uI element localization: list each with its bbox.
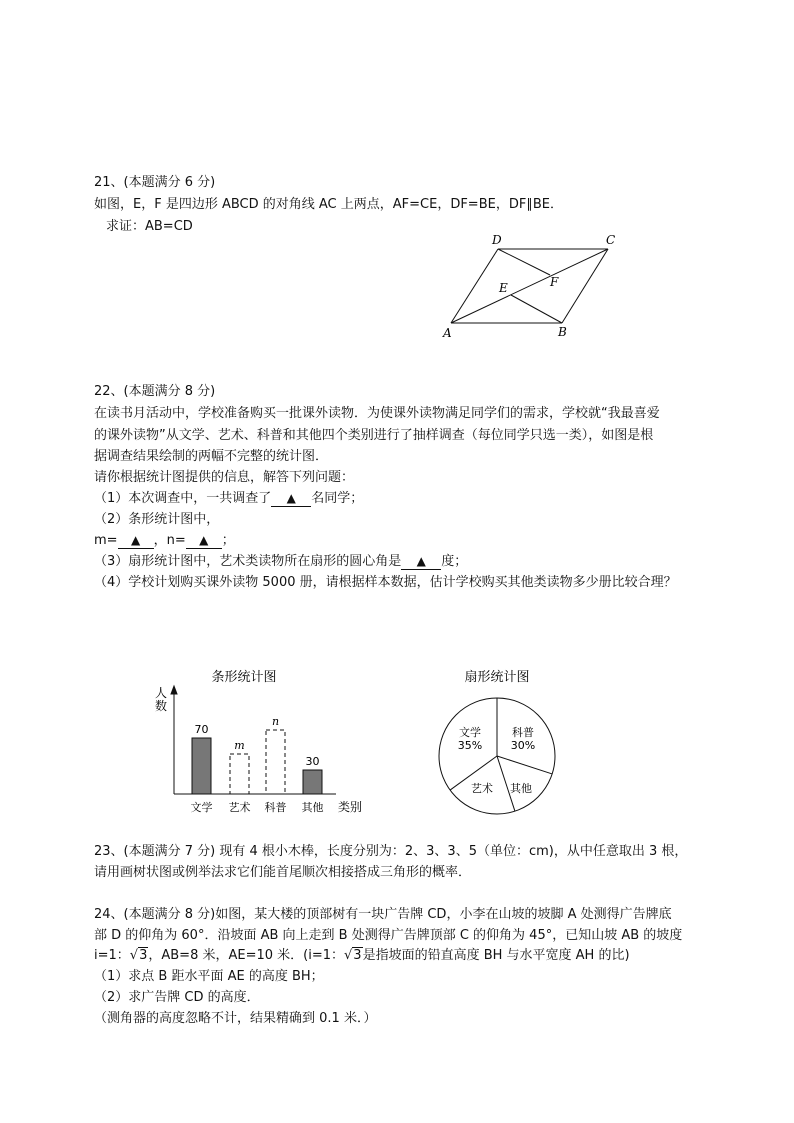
- q21-header: 21、(本题满分 6 分): [94, 175, 216, 190]
- bar-科普: [266, 730, 285, 794]
- bar-value-label: n: [271, 715, 280, 728]
- q22-para-2: 的课外读物”从文学、艺术、科普和其他四个类别进行了抽样调查（每位同学只选一类），如图是根: [94, 428, 654, 443]
- bar-chart-title: 条形统计图: [211, 670, 277, 685]
- pie-slice-label: 科普: [512, 726, 534, 739]
- q24-note: （测角器的高度忽略不计，结果精确到 0.1 米．）: [94, 1011, 377, 1026]
- answer-blank-angle: ▲: [401, 554, 441, 570]
- label-D: D: [492, 233, 502, 247]
- bar-艺术: [230, 754, 249, 794]
- label-B: B: [558, 325, 567, 339]
- bar-category-label: 其他: [301, 801, 324, 814]
- sqrt-symbol: √: [129, 948, 139, 963]
- bar-value-label: 70: [194, 723, 209, 736]
- q22-part-3: （3）扇形统计图中，艺术类读物所在扇形的圆心角是 ▲ 度；: [94, 554, 468, 569]
- q22-header: 22、(本题满分 8 分): [94, 384, 216, 399]
- bar-chart-xlabel: 类别: [337, 800, 363, 814]
- bar-value-label: m: [234, 739, 245, 752]
- q24-part-2: （2）求广告牌 CD 的高度．: [94, 990, 260, 1005]
- q24-part-1: （1）求点 B 距水平面 AE 的高度 BH；: [94, 969, 324, 984]
- q22-para-3: 据调查结果绘制的两幅不完整的统计图．: [94, 449, 329, 464]
- pie-slice-percent: 30%: [510, 739, 536, 752]
- label-F: F: [550, 275, 559, 289]
- q22-part-2: （2）条形统计图中，: [94, 512, 220, 527]
- sqrt-symbol: √: [344, 948, 353, 963]
- q24-line-1: 24、(本题满分 8 分)如图，某大楼的顶部树有一块广告牌 CD，小李在山坡的坡脚 A 处测得广告牌底: [94, 907, 672, 922]
- bar-chart: [140, 664, 380, 822]
- bar-文学: [192, 738, 211, 794]
- q22-part-4: （4）学校计划购买课外读物 5000 册，请根据样本数据，估计学校购买其他类读物多少册比较合理？: [94, 575, 677, 590]
- pie-slice-label: 其他: [510, 782, 532, 795]
- q22-part-1: （1）本次调查中，一共调查了 ▲ 名同学；: [94, 491, 364, 506]
- q24-line-2: 部 D 的仰角为 60°．沿坡面 AB 向上走到 B 处测得广告牌顶部 C 的仰角为 45°，已知山坡 AB 的坡度: [94, 928, 683, 943]
- pie-slice-label: 艺术: [471, 782, 493, 795]
- answer-blank-n: ▲: [186, 533, 222, 549]
- quadrilateral-figure: [436, 232, 626, 344]
- bar-chart-ylabel: 人数: [154, 686, 168, 713]
- label-C: C: [606, 233, 616, 247]
- pie-slice-label: 文学: [459, 726, 481, 739]
- pie-slice-edge: [497, 756, 552, 774]
- answer-blank-m: ▲: [118, 533, 154, 549]
- bar-value-label: 30: [305, 755, 320, 768]
- q23-line-1: 23、(本题满分 7 分) 现有 4 根小木棒，长度分别为：2、3、3、5（单位：cm)，从中任意取出 3 根，: [94, 844, 688, 859]
- pie-slice-percent: 35%: [457, 739, 483, 752]
- q21-prove: 求证：AB=CD: [106, 219, 193, 234]
- bar-category-label: 艺术: [228, 801, 251, 814]
- q23-line-2: 请用画树状图或例举法求它们能首尾顺次相接搭成三角形的概率．: [94, 865, 472, 880]
- q21-statement: 如图，E，F 是四边形 ABCD 的对角线 AC 上两点，AF=CE，DF=BE，DF∥BE．: [94, 197, 563, 212]
- pie-chart-title: 扇形统计图: [464, 670, 530, 685]
- label-E: E: [499, 281, 508, 295]
- bar-其他: [303, 770, 322, 794]
- q22-para-1: 在读书月活动中，学校准备购买一批课外读物．为使课外读物满足同学们的需求，学校就“我最喜爱: [94, 406, 660, 421]
- label-A: A: [443, 326, 452, 340]
- pie-chart: [430, 664, 580, 822]
- q22-part-2-blanks: m= ▲ ，n= ▲ ；: [94, 533, 235, 548]
- q22-para-4: 请你根据统计图提供的信息，解答下列问题：: [94, 470, 355, 485]
- bar-y-arrow: [171, 686, 177, 694]
- segment-EB: [511, 295, 562, 323]
- bar-category-label: 文学: [190, 801, 213, 814]
- segment-DF: [498, 249, 550, 275]
- q24-line-3: i=1：√3，AB=8 米，AE=10 米．(i=1：√3是指坡面的铅直高度 BH 与水平宽度 AH 的比): [94, 948, 630, 963]
- answer-blank-total: ▲: [271, 491, 311, 507]
- bar-category-label: 科普: [264, 801, 287, 814]
